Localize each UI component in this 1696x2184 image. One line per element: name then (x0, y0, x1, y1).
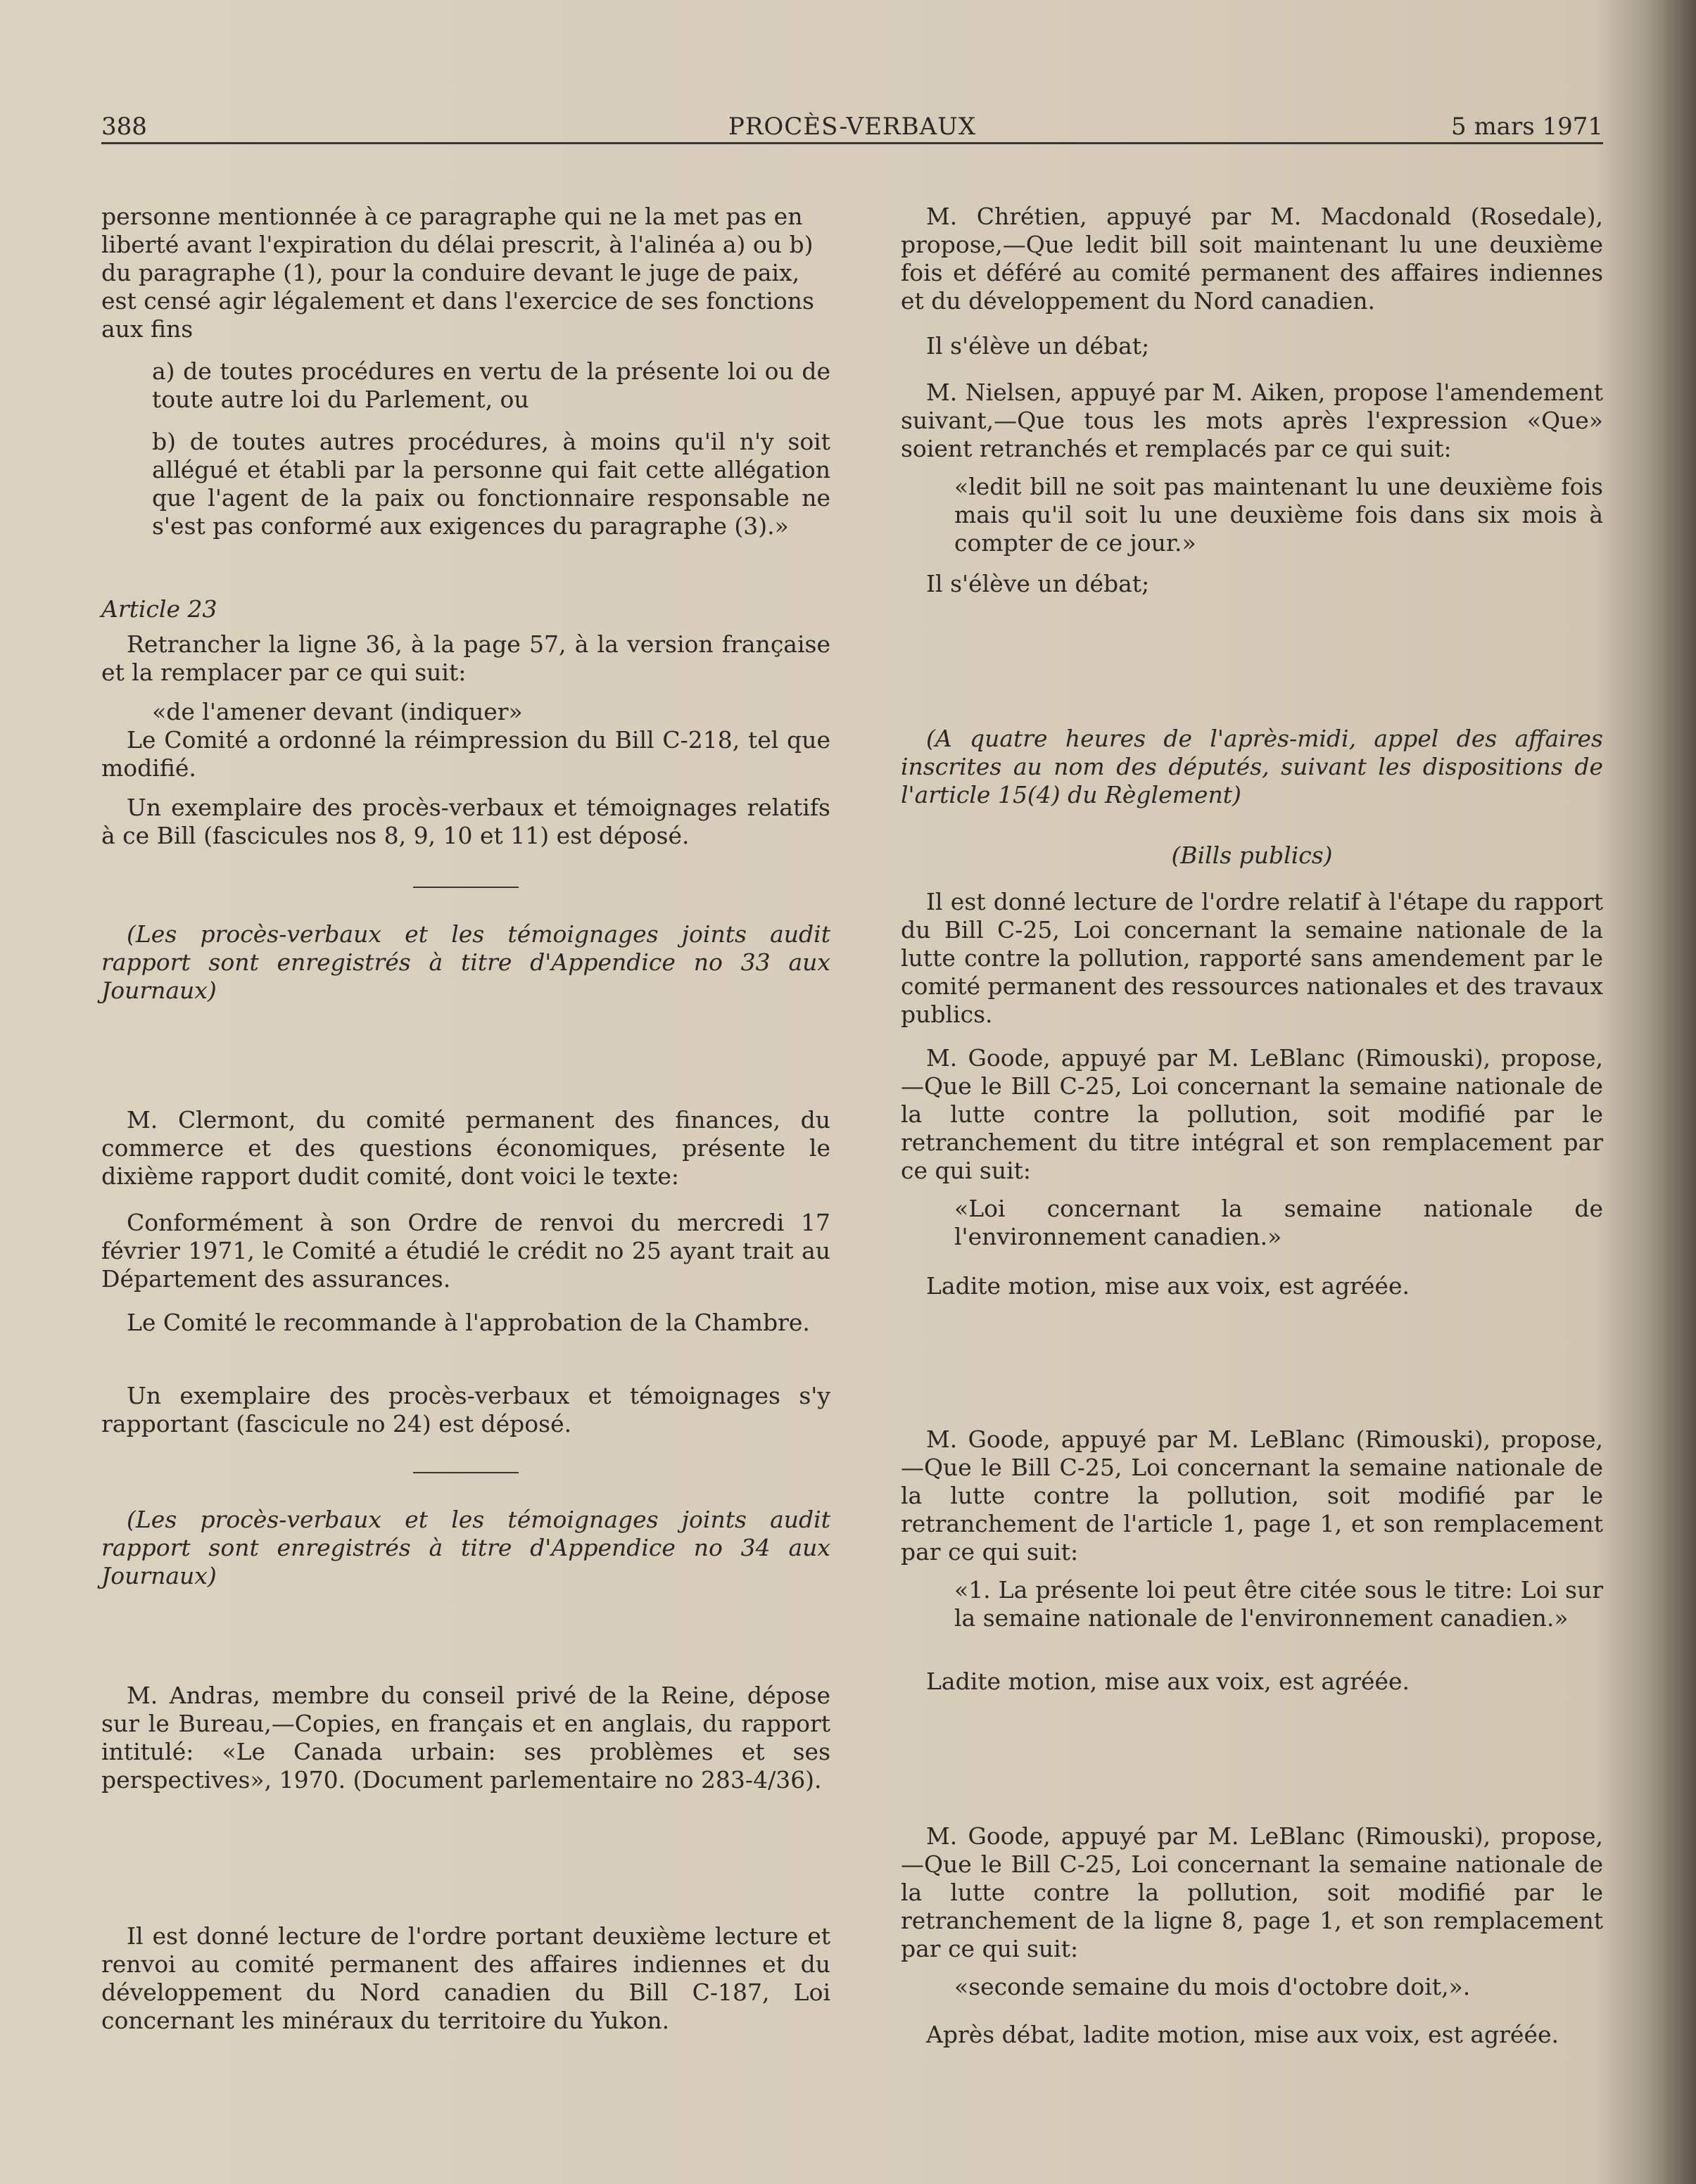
quoted-text: «seconde semaine du mois d'octobre doit,». (954, 1973, 1471, 2000)
appendix-note: (Les procès-verbaux et les témoignages joints audit rapport sont enregistrés à titre d'Appendice no 34 aux Journaux) (101, 1506, 830, 1589)
paragraph: Un exemplaire des procès-verbaux et témoignages s'y rapportant (fascicule no 24) est déposé. (101, 1382, 830, 1437)
paragraph: Il est donné lecture de l'ordre relatif à l'étape du rapport du Bill C-25, Loi concernant la semaine nationale de la lutte contre la pollution, rapporté sans amendement par le comité permanent des ressources nationales et des travaux publics. (901, 888, 1603, 1028)
quoted-text: «de l'amener devant (indiquer» (152, 698, 523, 725)
paragraph: Ladite motion, mise aux voix, est agréée. (926, 1272, 1410, 1300)
paragraph: M. Andras, membre du conseil privé de la Reine, dépose sur le Bureau,—Copies, en français et en anglais, du rapport intitulé: «Le Canada urbain: ses problèmes et ses perspectives», 1970. (Document parlementaire no 283-4/36). (101, 1682, 830, 1793)
paragraph: Après débat, ladite motion, mise aux voix, est agréée. (926, 2021, 1559, 2048)
quoted-text: «1. La présente loi peut être citée sous le titre: Loi sur la semaine nationale de l'environnement canadien.» (954, 1576, 1603, 1632)
paragraph: Retrancher la ligne 36, à la page 57, à la version française et la remplacer par ce qui suit: (101, 630, 830, 686)
clause-b: b) de toutes autres procédures, à moins qu'il n'y soit allégué et établi par la personne qui fait cette allégation que l'agent de la paix ou fonctionnaire responsable ne s'est pas conformé aux exigences du paragraphe (3).» (152, 428, 830, 540)
separator (101, 887, 830, 888)
paragraph: Ladite motion, mise aux voix, est agréée. (926, 1668, 1410, 1695)
paragraph: Le Comité a ordonné la réimpression du Bill C-218, tel que modifié. (101, 726, 830, 782)
running-header (101, 107, 1603, 142)
paragraph: Le Comité le recommande à l'approbation de la Chambre. (127, 1309, 810, 1336)
paragraph: M. Nielsen, appuyé par M. Aiken, propose l'amendement suivant,—Que tous les mots après l'expression «Que» soient retranchés et remplacés par ce qui suit: (901, 379, 1603, 462)
article-heading: Article 23 (101, 595, 217, 623)
header-date: 5 mars 1971 (1451, 113, 1603, 141)
separator (101, 1472, 830, 1473)
paragraph: Il est donné lecture de l'ordre portant deuxième lecture et renvoi au comité permanent des affaires indiennes et du développement du Nord canadien du Bill C-187, Loi concernant les minéraux du territoire du Yukon. (101, 1922, 830, 2034)
paragraph: M. Goode, appuyé par M. LeBlanc (Rimouski), propose,—Que le Bill C-25, Loi concernant la semaine nationale de la lutte contre la pollution, soit modifié par le retranchement de l'article 1, page 1, et son remplacement par ce qui suit: (901, 1426, 1603, 1566)
quoted-text: «ledit bill ne soit pas maintenant lu une deuxième fois mais qu'il soit lu une deuxième fois dans six mois à compter de ce jour.» (954, 473, 1603, 557)
procedure-note: (A quatre heures de l'après-midi, appel des affaires inscrites au nom des députés, suivant les dispositions de l'article 15(4) du Règlement) (901, 725, 1603, 808)
paragraph: Un exemplaire des procès-verbaux et témoignages relatifs à ce Bill (fascicules nos 8, 9, 10 et 11) est déposé. (101, 794, 830, 849)
paragraph: M. Clermont, du comité permanent des finances, du commerce et des questions économiques, présente le dixième rapport dudit comité, dont voici le texte: (101, 1106, 830, 1190)
section-heading: (Bills publics) (1171, 842, 1333, 869)
paragraph: M. Goode, appuyé par M. LeBlanc (Rimouski), propose,—Que le Bill C-25, Loi concernant la semaine nationale de la lutte contre la pollution, soit modifié par le retranchement du titre intégral et son remplacement par ce qui suit: (901, 1044, 1603, 1184)
paragraph: M. Goode, appuyé par M. LeBlanc (Rimouski), propose,—Que le Bill C-25, Loi concernant la semaine nationale de la lutte contre la pollution, soit modifié par le retranchement de la ligne 8, page 1, et son remplacement par ce qui suit: (901, 1822, 1603, 1962)
paragraph: Il s'élève un débat; (926, 332, 1150, 360)
paragraph: Conformément à son Ordre de renvoi du mercredi 17 février 1971, le Comité a étudié le crédit no 25 ayant trait au Département des assurances. (101, 1209, 830, 1293)
header-rule (101, 142, 1603, 144)
header-title: PROCÈS-VERBAUX (728, 113, 977, 141)
quoted-text: «Loi concernant la semaine nationale de l'environnement canadien.» (954, 1195, 1603, 1250)
paragraph: personne mentionnée à ce paragraphe qui ne la met pas en liberté avant l'expiration du délai prescrit, à l'alinéa a) ou b) du paragraphe (1), pour la conduire devant le juge de paix, est censé agir légalement et dans l'exercice de ses fonctions aux fins (101, 203, 814, 343)
paragraph: M. Chrétien, appuyé par M. Macdonald (Rosedale), propose,—Que ledit bill soit maintenant lu une deuxième fois et déféré au comité permanent des affaires indiennes et du développement du Nord canadien. (901, 203, 1603, 315)
appendix-note: (Les procès-verbaux et les témoignages joints audit rapport sont enregistrés à titre d'Appendice no 33 aux Journaux) (101, 920, 830, 1004)
paragraph: Il s'élève un débat; (926, 570, 1150, 597)
page-number: 388 (101, 113, 147, 141)
clause-a: a) de toutes procédures en vertu de la présente loi ou de toute autre loi du Parlement, ou (152, 357, 830, 413)
